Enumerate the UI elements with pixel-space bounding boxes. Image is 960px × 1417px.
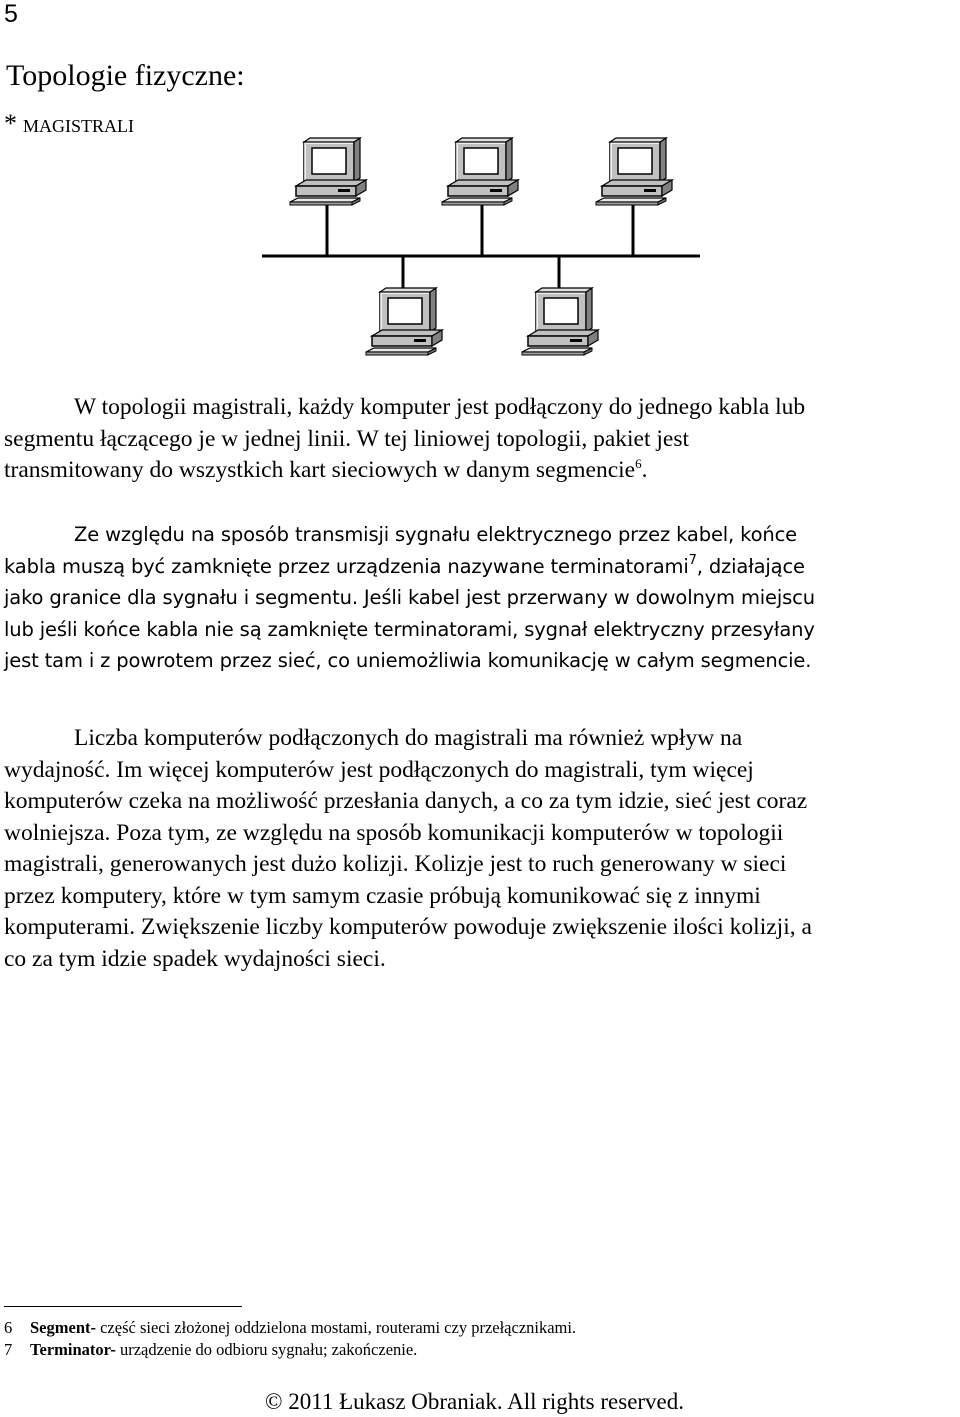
text-line: [4, 551, 960, 583]
text-line: komputerów czeka na możliwość przesłania danych, a co za tym idzie, sieć jest coraz: [4, 788, 808, 814]
text-line: co za tym idzie spadek wydajności sieci.: [4, 945, 386, 972]
paragraph-performance: [4, 723, 960, 975]
footnote-text: część sieci złożonej oddzielona mostami, routerami czy przełącznikami.: [95, 1318, 577, 1337]
footnote-ref: 7: [688, 552, 697, 568]
footnote-term: Segment-: [30, 1318, 96, 1337]
text-line: [4, 455, 960, 487]
text-line: Liczba komputerów podłączonych do magistrali ma również wpływ na: [74, 725, 743, 751]
bus-topology-diagram: [0, 0, 960, 400]
text-line: wolniejsza. Poza tym, ze względu na sposób komunikacji komputerów w topologii: [4, 819, 784, 846]
page-title: Topologie fizyczne:: [6, 59, 245, 92]
footnote-number: 7: [4, 1340, 13, 1359]
text-line: przez komputery, które w tym samym czasie próbują komunikować się z innymi: [4, 882, 761, 909]
footnote-term: Terminator-: [30, 1340, 116, 1359]
text-line: magistrali, generowanych jest dużo kolizji. Kolizje jest to ruch generowany w sieci: [4, 851, 787, 877]
footnote-text: urządzenie do odbioru sygnału; zakończenie.: [115, 1340, 418, 1359]
text-line: wydajność. Im więcej komputerów jest podłączonych do magistrali, tym więcej: [4, 756, 754, 783]
desktop-computer-icon: [290, 138, 366, 205]
text-line: segmentu łączącego je w jednej linii. W tej liniowej topologii, pakiet jest: [4, 425, 690, 452]
desktop-computer-icon: [442, 138, 518, 205]
paragraph-bus-description: [4, 392, 960, 487]
footnote-ref: 6: [635, 456, 642, 471]
bullet-marker: *: [4, 109, 17, 138]
text-line: jako granice dla sygnału i segmentu. Jeśli kabel jest przerwany w dowolnym miejscu: [4, 586, 815, 609]
footnote-divider: [4, 1306, 242, 1307]
page-number: 5: [4, 0, 18, 28]
text-line: Ze względu na sposób transmisji sygnału elektrycznego przez kabel, końce: [74, 523, 798, 546]
footnote-6: [4, 1318, 576, 1338]
text-run: kabla muszą być zamknięte przez urządzenia nazywane terminatorami: [4, 554, 689, 578]
text-line: W topologii magistrali, każdy komputer jest podłączony do jednego kabla lub: [74, 394, 806, 420]
desktop-computer-icon: [596, 138, 672, 205]
desktop-computer-icon: [522, 288, 598, 355]
desktop-computer-icon: [366, 288, 442, 355]
footnote-number: 6: [4, 1318, 13, 1337]
text-run: transmitowany do wszystkich kart sieciowych w danym segmencie: [4, 457, 636, 483]
copyright-notice: © 2011 Łukasz Obraniak. All rights reserved.: [265, 1389, 685, 1414]
footnote-7: [4, 1340, 417, 1360]
text-run: .: [641, 457, 648, 483]
subheading-label: MAGISTRALI: [23, 116, 134, 136]
text-run: , działające: [696, 554, 805, 578]
text-line: jest tam i z powrotem przez sieć, co uniemożliwia komunikację w całym segmencie.: [4, 649, 812, 672]
paragraph-terminators: [4, 519, 960, 677]
text-line: lub jeśli końce kabla nie są zamknięte terminatorami, sygnał elektryczny przesyłany: [4, 617, 815, 641]
text-line: komputerami. Zwiększenie liczby komputerów powoduje zwiększenie ilości kolizji, a: [4, 914, 812, 940]
